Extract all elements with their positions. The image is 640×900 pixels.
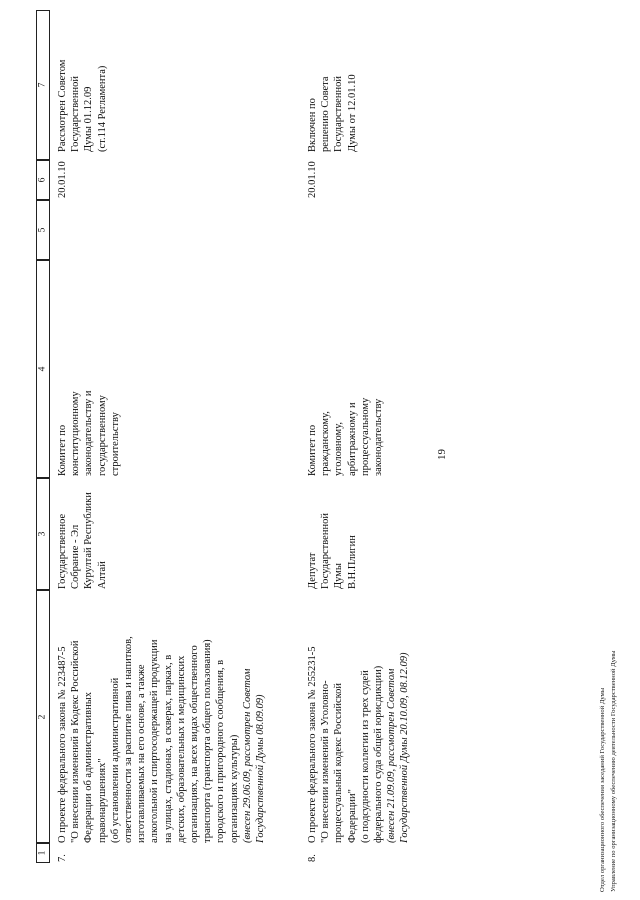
row-author: Государственное Собрание - Эл Курултай Республики Алтай	[57, 492, 108, 589]
row-title: О проекте федерального закона № 255231-5 "О внесении изменений в Уголовно- процессуальный кодекс Российской Федерации" (о подсудности коллегии из трех судей федерального суда общей юрисдикции)	[307, 646, 385, 843]
hdr-4: 4	[36, 260, 50, 478]
row-author: Депутат Государственной Думы В.Н.Плигин	[307, 513, 358, 589]
hdr-6: 6	[36, 160, 50, 200]
row-number: 8.	[307, 854, 318, 862]
footer-line-2: Управление по организационному обеспечению деятельности Государственной Думы	[610, 650, 617, 892]
row-status: Включен по решению Совета Государственной Думы от 12.01.10	[307, 74, 358, 152]
row-note: (внесен 21.09.09, рассмотрен Советом Государственной Думы 20.10.09, 08.12.09)	[386, 652, 411, 843]
row-date: 20.01.10	[307, 161, 318, 198]
hdr-2: 2	[36, 590, 50, 843]
footer-line-1: Отдел организационного обеспечения заседаний Государственной Думы	[599, 687, 606, 892]
row-note: (внесен 29.06.09, рассмотрен Советом Государственной Думы 08.09.09)	[242, 668, 267, 843]
hdr-5: 5	[36, 200, 50, 260]
row-committee: Комитет по гражданскому, уголовному, арбитражному и процессуальному законодательству	[307, 397, 385, 476]
page-number-rotated: 19	[436, 449, 448, 460]
row-status: Рассмотрен Советом Государственной Думы 01.12.09 (ст.114 Регламента)	[57, 59, 108, 152]
hdr-3: 3	[36, 478, 50, 590]
row-title: О проекте федерального закона № 223487-5 "О внесении изменений в Кодекс Российской Федерации об административных правонарушениях" (об установлении административной ответственности за распитие пива и напитков, изготавливаемых на его основе, а также алкогольной и спиртосодержащей продукции на улицах, стадионах, в скверах, парках, в детских, образовательных и медицинских организациях, на всех видах общественного транспорта (транспорта общего пользования) городского и пригородного сообщения, в организациях культуры)	[57, 636, 240, 843]
row-committee: Комитет по конституционному законодательству и государственному строительству	[57, 390, 121, 476]
row-date: 20.01.10	[57, 161, 68, 198]
row-number: 7.	[57, 854, 68, 862]
hdr-7: 7	[36, 10, 50, 160]
hdr-1: 1	[36, 843, 50, 863]
